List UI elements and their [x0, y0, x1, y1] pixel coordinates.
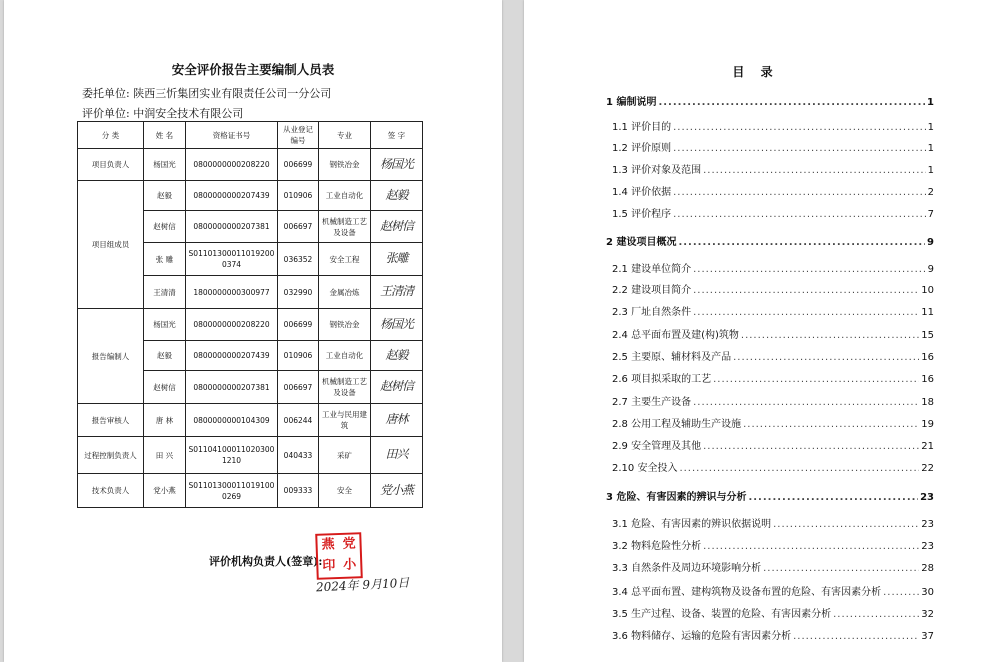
toc-leader-dots: [673, 209, 926, 220]
toc-leader-dots: [673, 143, 926, 154]
toc-section-entry[interactable]: [612, 303, 934, 318]
toc-page-number: 16: [921, 374, 934, 385]
header-signature: 签 字: [371, 122, 423, 149]
name-cell: 赵树信: [144, 211, 186, 243]
reg-cell: 009333: [278, 474, 319, 508]
toc-leader-dots: [793, 631, 919, 642]
toc-page-number: 30: [921, 587, 934, 598]
toc-section-entry[interactable]: [612, 118, 934, 133]
header-name: 姓 名: [144, 122, 186, 149]
name-cell: 赵树信: [144, 371, 186, 404]
signature-cell: [371, 437, 423, 474]
reg-cell: 006699: [278, 149, 319, 181]
name-cell: 赵毅: [144, 341, 186, 371]
toc-title: 目 录: [732, 65, 779, 79]
major-cell: 采矿: [319, 437, 371, 474]
toc-leader-dots: [678, 237, 925, 248]
toc-entry-label: 2.9 安全管理及其他: [612, 441, 702, 452]
handwritten-signature: 张雕: [385, 251, 408, 265]
toc-page-number: 28: [921, 563, 934, 574]
toc-leader-dots: [713, 374, 919, 385]
evaluator-line: [82, 105, 243, 121]
toc-leader-dots: [658, 97, 925, 108]
seal-char: 党: [342, 536, 356, 552]
client-label: 委托单位:: [82, 87, 130, 100]
toc-section-entry[interactable]: [612, 161, 934, 176]
toc-page-number: 1: [927, 97, 934, 108]
major-cell: 安全: [319, 474, 371, 508]
official-seal: [315, 532, 363, 580]
reg-cell: 006244: [278, 404, 319, 437]
toc-page-number: 1: [927, 143, 934, 154]
toc-section-entry[interactable]: [612, 326, 934, 341]
toc-entry-label: 2.6 项目拟采取的工艺: [612, 374, 712, 385]
signature-cell: [371, 341, 423, 371]
cert-cell: 0800000000208220: [186, 149, 278, 181]
cert-cell: S011013000110192000374: [186, 243, 278, 276]
cert-cell: S011041000110203001210: [186, 437, 278, 474]
toc-section-entry[interactable]: [612, 537, 934, 552]
toc-page-number: 9: [927, 237, 934, 248]
handwritten-signature: 赵树信: [379, 379, 413, 393]
header-category: 分 类: [78, 122, 144, 149]
toc-page-number: 15: [921, 330, 934, 341]
toc-leader-dots: [703, 441, 919, 452]
toc-chapter-entry[interactable]: [606, 233, 934, 248]
toc-entry-label: 3.4 总平面布置、建构筑物及设备布置的危险、有害因素分析: [612, 587, 882, 598]
category-cell: 过程控制负责人: [78, 437, 144, 474]
toc-page-number: 16: [921, 352, 934, 363]
signer-label: 评价机构负责人(签章):: [209, 555, 323, 568]
toc-page-number: 23: [921, 519, 934, 530]
toc-entry-label: 2.1 建设单位简介: [612, 264, 692, 275]
toc-leader-dots: [673, 122, 926, 133]
reg-cell: 010906: [278, 181, 319, 211]
toc-section-entry[interactable]: [612, 139, 934, 154]
table-row: [78, 309, 423, 341]
toc-page-number: 23: [921, 541, 934, 552]
major-cell: 机械制造工艺及设备: [319, 371, 371, 404]
toc-section-entry[interactable]: [612, 515, 934, 530]
cert-cell: 0800000000104309: [186, 404, 278, 437]
seal-char: 燕: [321, 537, 335, 553]
name-cell: 杨国光: [144, 309, 186, 341]
toc-section-entry[interactable]: [612, 348, 934, 363]
toc-section-entry[interactable]: [612, 281, 934, 296]
toc-section-entry[interactable]: [612, 559, 934, 574]
signature-cell: [371, 211, 423, 243]
toc-page-number: 2: [927, 187, 934, 198]
reg-cell: 006697: [278, 211, 319, 243]
category-cell: 项目组成员: [78, 181, 144, 309]
handwritten-signature: 田兴: [385, 447, 408, 461]
toc-page-number: 18: [921, 397, 934, 408]
toc-leader-dots: [693, 285, 919, 296]
name-cell: 杨国光: [144, 149, 186, 181]
toc-leader-dots: [833, 609, 919, 620]
toc-chapter-entry[interactable]: [606, 488, 934, 503]
handwritten-signature: 杨国光: [379, 156, 413, 171]
name-cell: 党小燕: [144, 474, 186, 508]
toc-entry-label: 2.10 安全投入: [612, 463, 678, 474]
cert-cell: 1800000000300977: [186, 276, 278, 309]
toc-page-number: 10: [921, 285, 934, 296]
staff-table: [77, 121, 423, 508]
left-document-page: [4, 0, 502, 662]
toc-page-number: 9: [927, 264, 934, 275]
toc-leader-dots: [673, 187, 926, 198]
staff-table-body: [78, 149, 423, 508]
toc-leader-dots: [763, 563, 919, 574]
category-cell: 报告编制人: [78, 309, 144, 404]
toc-section-entry[interactable]: [612, 605, 934, 620]
toc-entry-label: 2.5 主要原、辅材料及产品: [612, 352, 732, 363]
name-cell: 张 雕: [144, 243, 186, 276]
handwritten-signature: 赵毅: [385, 347, 408, 362]
table-header-row: [78, 122, 423, 149]
toc-page-number: 37: [921, 631, 934, 642]
toc-section-entry[interactable]: [612, 583, 934, 598]
table-row: [78, 181, 423, 211]
handwritten-date: 2024年 9月10日: [315, 575, 410, 595]
signature-cell: [371, 474, 423, 508]
toc-leader-dots: [703, 165, 926, 176]
handwritten-signature: 赵毅: [385, 187, 408, 202]
table-row: [78, 404, 423, 437]
reg-cell: 010906: [278, 341, 319, 371]
toc-leader-dots: [743, 419, 919, 430]
signature-cell: [371, 309, 423, 341]
toc-entry-label: 1.1 评价目的: [612, 122, 672, 133]
toc-entry-label: 1.4 评价依据: [612, 187, 672, 198]
right-document-page: [524, 0, 987, 662]
signature-cell: [371, 149, 423, 181]
toc-leader-dots: [703, 541, 919, 552]
document-title: 安全评价报告主要编制人员表: [171, 62, 335, 77]
toc-entry-label: 3.5 生产过程、设备、装置的危险、有害因素分析: [612, 609, 832, 620]
toc-page-number: 23: [920, 492, 934, 503]
name-cell: 王清清: [144, 276, 186, 309]
toc-entry-label: 2.7 主要生产设备: [612, 397, 692, 408]
toc-chapter-entry[interactable]: [606, 93, 934, 108]
category-cell: 技术负责人: [78, 474, 144, 508]
reg-cell: 036352: [278, 243, 319, 276]
toc-page-number: 7: [927, 209, 934, 220]
toc-leader-dots: [693, 307, 919, 318]
signature-cell: [371, 181, 423, 211]
toc-leader-dots: [741, 330, 919, 341]
toc-section-entry[interactable]: [612, 205, 934, 220]
evaluator-label: 评价单位:: [82, 107, 130, 120]
toc-leader-dots: [679, 463, 919, 474]
toc-section-entry[interactable]: [612, 627, 934, 642]
toc-entry-label: 2.2 建设项目简介: [612, 285, 692, 296]
handwritten-signature: 唐林: [385, 412, 408, 426]
table-row: [78, 474, 423, 508]
client-value: 陕西三忻集团实业有限责任公司一分公司: [133, 87, 332, 100]
toc-section-entry[interactable]: [612, 260, 934, 275]
handwritten-signature: 党小燕: [379, 482, 413, 497]
toc-section-entry[interactable]: [612, 415, 934, 430]
toc-entry-label: 3 危险、有害因素的辨识与分析: [606, 492, 747, 503]
header-reg: 从业登记编号: [278, 122, 319, 149]
reg-cell: 032990: [278, 276, 319, 309]
cert-cell: 0800000000207381: [186, 371, 278, 404]
reg-cell: 040433: [278, 437, 319, 474]
toc-entry-label: 2.4 总平面布置及建(构)筑物: [612, 330, 739, 341]
seal-char: 小: [343, 557, 357, 573]
cert-cell: 0800000000208220: [186, 309, 278, 341]
major-cell: 钢铁冶金: [319, 149, 371, 181]
category-cell: 项目负责人: [78, 149, 144, 181]
header-cert: 资格证书号: [186, 122, 278, 149]
handwritten-signature: 赵树信: [379, 218, 413, 233]
name-cell: 田 兴: [144, 437, 186, 474]
toc-leader-dots: [883, 587, 919, 598]
toc-entry-label: 3.6 物料储存、运输的危险有害因素分析: [612, 631, 792, 642]
toc-entry-label: 2 建设项目概况: [606, 237, 677, 248]
toc-page-number: 32: [921, 609, 934, 620]
table-row: [78, 149, 423, 181]
seal-char: 印: [322, 558, 336, 574]
toc-entry-label: 3.2 物料危险性分析: [612, 541, 702, 552]
handwritten-signature: 王清清: [379, 284, 413, 298]
toc-entry-label: 1 编制说明: [606, 97, 657, 108]
cert-cell: 0800000000207439: [186, 181, 278, 211]
toc-entry-label: 2.3 厂址自然条件: [612, 307, 692, 318]
cert-cell: 0800000000207439: [186, 341, 278, 371]
reg-cell: 006697: [278, 371, 319, 404]
evaluator-value: 中润安全技术有限公司: [133, 107, 244, 120]
signature-cell: [371, 243, 423, 276]
toc-entry-label: 1.3 评价对象及范围: [612, 165, 702, 176]
client-line: [82, 85, 331, 101]
toc-page-number: 11: [921, 307, 934, 318]
signature-cell: [371, 276, 423, 309]
toc-entry-label: 1.2 评价原则: [612, 143, 672, 154]
toc-page-number: 1: [927, 165, 934, 176]
major-cell: 机械制造工艺及设备: [319, 211, 371, 243]
header-major: 专业: [319, 122, 371, 149]
major-cell: 工业自动化: [319, 341, 371, 371]
category-cell: 报告审核人: [78, 404, 144, 437]
major-cell: 金属冶炼: [319, 276, 371, 309]
toc-page-number: 19: [921, 419, 934, 430]
toc-leader-dots: [693, 264, 926, 275]
toc-section-entry[interactable]: [612, 459, 934, 474]
toc-entry-label: 3.1 危险、有害因素的辨识依据说明: [612, 519, 772, 530]
name-cell: 唐 林: [144, 404, 186, 437]
handwritten-signature: 杨国光: [379, 316, 413, 331]
major-cell: 工业与民用建筑: [319, 404, 371, 437]
reg-cell: 006699: [278, 309, 319, 341]
toc-section-entry[interactable]: [612, 393, 934, 408]
toc-entry-label: 1.5 评价程序: [612, 209, 672, 220]
toc-section-entry[interactable]: [612, 183, 934, 198]
major-cell: 钢铁冶金: [319, 309, 371, 341]
toc-section-entry[interactable]: [612, 437, 934, 452]
toc-leader-dots: [733, 352, 919, 363]
toc-section-entry[interactable]: [612, 370, 934, 385]
cert-cell: S011013000110191000269: [186, 474, 278, 508]
major-cell: 安全工程: [319, 243, 371, 276]
signature-cell: [371, 404, 423, 437]
toc-leader-dots: [748, 492, 918, 503]
signature-cell: [371, 371, 423, 404]
toc-page-number: 1: [927, 122, 934, 133]
toc-entry-label: 3.3 自然条件及周边环境影响分析: [612, 563, 762, 574]
toc-leader-dots: [773, 519, 919, 530]
toc-leader-dots: [693, 397, 919, 408]
toc-entry-label: 2.8 公用工程及辅助生产设施: [612, 419, 742, 430]
toc-page-number: 21: [921, 441, 934, 452]
cert-cell: 0800000000207381: [186, 211, 278, 243]
table-row: [78, 437, 423, 474]
name-cell: 赵毅: [144, 181, 186, 211]
toc-page-number: 22: [921, 463, 934, 474]
major-cell: 工业自动化: [319, 181, 371, 211]
